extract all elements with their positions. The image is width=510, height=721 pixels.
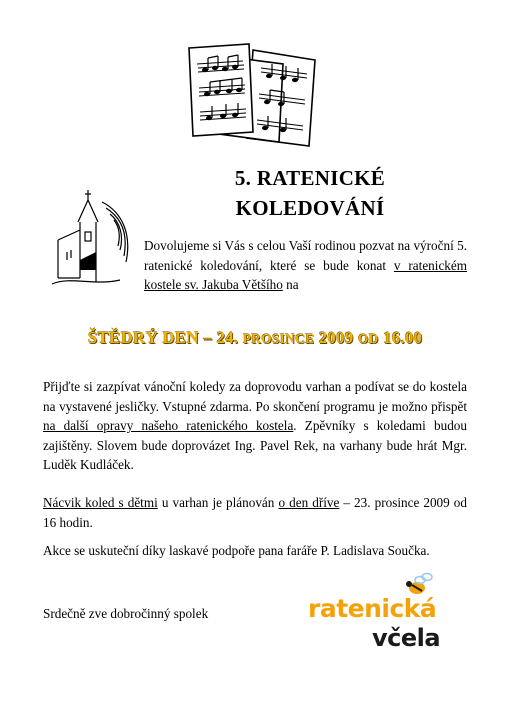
paragraph-text: Přijďte si zazpívat vánoční koledy za doprovodu varhan a podívat se do kostela na vystavené jesličky. Vstupné zdarma. Po skončení programu je možno přispět xyxy=(43,379,467,414)
headline-part: OD xyxy=(357,331,379,346)
headline-part: 2009 xyxy=(314,328,358,347)
paragraph-sponsor: Akce se uskuteční díky laskavé podpoře pana faráře P. Ladislava Součka. xyxy=(43,543,430,558)
paragraph-text: – 23. prosince 2009 od 16 hodin. xyxy=(43,495,467,530)
rehearsal-label: Nácvik koled s dětmi xyxy=(43,495,158,510)
intro-paragraph xyxy=(144,236,467,295)
paragraph-text: u varhan je plánován xyxy=(157,495,279,510)
rehearsal-day: o den dříve xyxy=(278,495,340,510)
church-location: v ratenickém kostele sv. Jakuba Většího xyxy=(144,257,467,292)
headline-part: 16.00 xyxy=(378,328,423,347)
church-icon xyxy=(50,190,140,290)
intro-tail: na xyxy=(282,277,299,292)
page-title-line1: 5. RATENICKÉ xyxy=(234,166,386,190)
logo-word-ratenicka: ratenická xyxy=(308,594,437,623)
intro-text: Dovolujeme si Vás s celou Vaší rodinou pozvat na výroční 5. ratenické koledování, které se bude konat xyxy=(144,238,467,273)
page-title-line2: KOLEDOVÁNÍ xyxy=(235,196,385,220)
logo-word-vcela: včela xyxy=(372,624,441,652)
donation-note: na další opravy našeho ratenického kostela xyxy=(43,418,294,433)
paragraph-text: . Zpěvníky s koledami budou zajištěny. Slovem bude doprovázet Ing. Pavel Rek, na varhany bude hrát Mgr. Luděk Kudláček. xyxy=(43,418,467,472)
paragraph-program xyxy=(43,377,467,475)
signature: Srdečně zve dobročinný spolek xyxy=(43,606,209,621)
paragraph-rehearsal xyxy=(43,493,467,532)
sheet-music-icon xyxy=(183,42,323,150)
headline-part: PROSINCE xyxy=(242,331,315,346)
event-date-headline xyxy=(0,328,510,348)
headline-part: ŠTĚDRÝ DEN – 24. xyxy=(87,328,243,347)
